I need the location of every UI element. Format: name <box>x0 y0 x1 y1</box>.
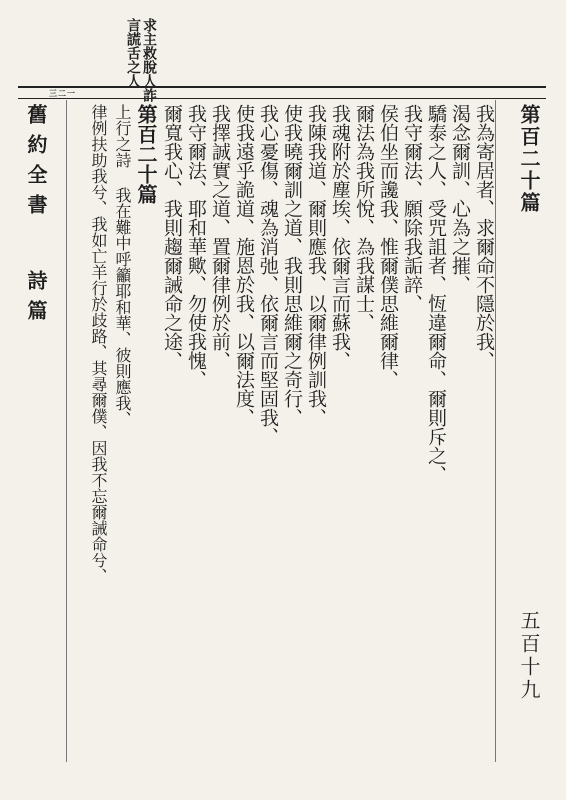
section-title: 詩篇 <box>24 270 48 330</box>
page-number: 五百十九 <box>517 610 541 702</box>
marginal-line: 言謊舌之人 <box>125 18 141 88</box>
text-column: 使我遠乎詭道、施恩於我、以爾法度、 <box>233 104 255 427</box>
text-column: 使我曉爾訓之道、我則思維爾之奇行、 <box>281 104 303 427</box>
text-column: 爾寬我心、我則趨爾誡命之途、 <box>161 104 183 370</box>
text-column: 我陳我道、爾則應我、以爾律例訓我、 <box>305 104 327 427</box>
text-column: 律例扶助我兮、我如亡羊行於歧路、其尋爾僕、因我不忘爾誡命兮、 <box>89 104 108 584</box>
text-column: 侯伯坐而讒我、惟爾僕思維爾律、 <box>377 104 399 389</box>
marginal-line: 求主救脫人詐 <box>141 18 157 102</box>
running-head-rule <box>18 86 546 99</box>
chapter-side-label: 第百二十篇 <box>517 104 541 214</box>
text-column: 我守爾法、耶和華歟、勿使我愧、 <box>185 104 207 389</box>
rule-numerals: 三二一 <box>49 88 76 98</box>
text-column: 我心憂傷、魂為消弛、依爾言而堅固我、 <box>257 104 279 446</box>
text-column: 上行之詩 我在難中呼籲耶和華、彼則應我、 <box>113 104 132 427</box>
text-column: 我守爾法、願除我詬誶、 <box>401 104 423 313</box>
text-column: 我擇誠實之道、置爾律例於前、 <box>209 104 231 370</box>
text-column: 爾法為我所悅、為我謀士、 <box>353 104 375 332</box>
text-column: 驕泰之人、受咒詛者、恆違爾命、爾則斥之、 <box>425 104 447 484</box>
text-column: 我魂附於塵埃、依爾言而蘇我、 <box>329 104 351 370</box>
text-column: 我為寄居者、求爾命不隱於我、 <box>473 104 495 370</box>
chapter-heading: 第百二十篇 <box>134 104 158 204</box>
text-column: 渴念爾訓、心為之摧、 <box>449 104 471 294</box>
book-title: 舊約全書 <box>24 104 48 224</box>
